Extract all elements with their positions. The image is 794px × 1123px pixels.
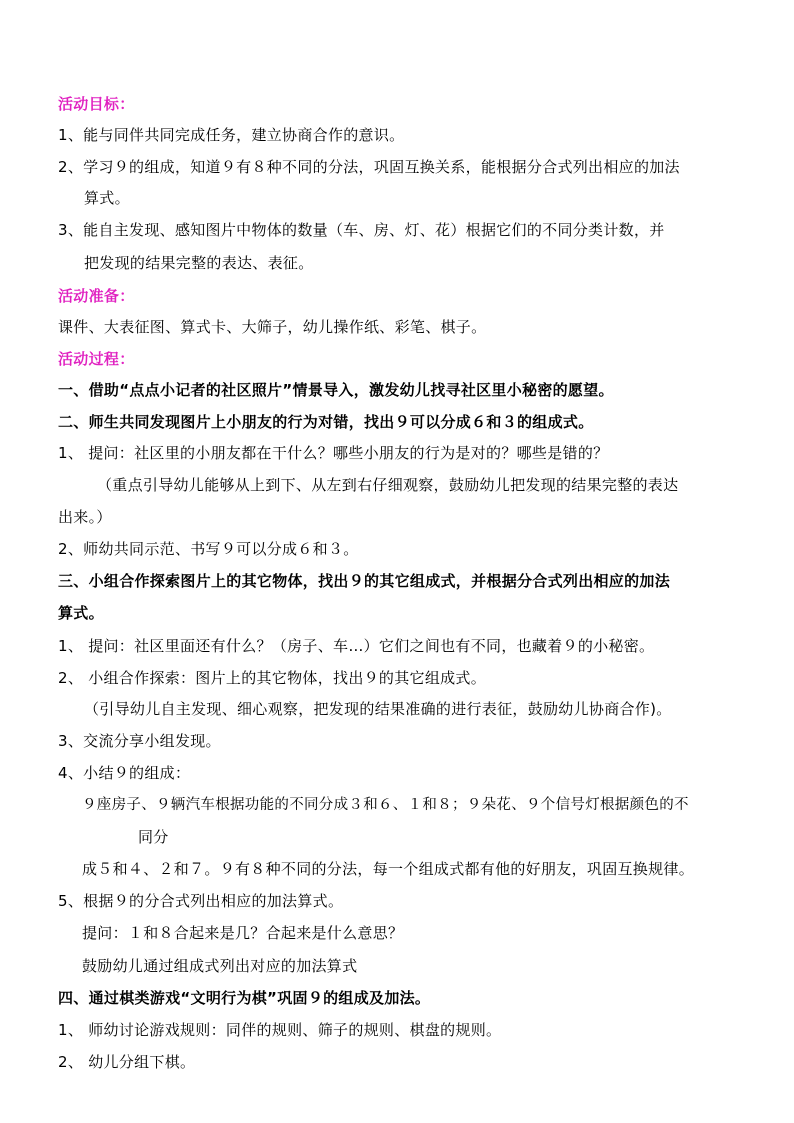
process-step-2: 二、师生共同发现图片上小朋友的行为对错，找出９可以分成６和３的组成式。 <box>58 413 594 431</box>
process-heading: 活动过程： <box>58 350 135 368</box>
process-step-1: 一、借助“点点小记者的社区照片”情景导入，激发幼儿找寻社区里小秘密的愿望。 <box>58 381 614 399</box>
process-step-3-note: （引导幼儿自主发现、细心观察，把发现的结果准确的进行表征，鼓励幼儿协商合作)。 <box>84 700 672 718</box>
process-step-3-summary-wrap: 同分 <box>138 828 169 846</box>
process-step-3: 三、小组合作探索图片上的其它物体，找出９的其它组成式，并根据分合式列出相应的加法 <box>58 572 671 590</box>
process-step-3-item-4: 4、小结９的组成： <box>58 764 191 782</box>
process-step-3-question: 提问：１和８合起来是几？合起来是什么意思？ <box>82 924 404 942</box>
goal-item-3: 3、能自主发现、感知图片中物体的数量（车、房、灯、花）根据它们的不同分类计数，并 <box>58 221 665 239</box>
process-step-4-item-2: 2、 幼儿分组下棋。 <box>58 1053 196 1071</box>
preparation-heading: 活动准备： <box>58 287 135 305</box>
process-step-3-cont: 算式。 <box>58 604 104 622</box>
goal-item-2-cont: 算式。 <box>84 189 130 207</box>
goal-item-3-cont: 把发现的结果完整的表达、表征。 <box>84 254 314 272</box>
goal-item-2: 2、学习９的组成，知道９有８种不同的分法，巩固互换关系，能根据分合式列出相应的加法 <box>58 158 680 176</box>
preparation-items: 课件、大表征图、算式卡、大筛子，幼儿操作纸、彩笔、棋子。 <box>58 318 487 336</box>
process-step-3-summary-cont: 成５和４、２和７。９有８种不同的分法，每一个组成式都有他的好朋友，巩固互换规律。 <box>82 860 695 878</box>
process-step-2-note-cont: 出来。） <box>58 508 112 526</box>
process-step-3-summary: ９座房子、９辆汽车根据功能的不同分成３和６、１和８；９朵花、９个信号灯根据颜色的不 <box>82 797 689 813</box>
process-step-2-note: （重点引导幼儿能够从上到下、从左到右仔细观察，鼓励幼儿把发现的结果完整的表达 <box>97 476 679 494</box>
process-step-3-item-3: 3、交流分享小组发现。 <box>58 732 221 750</box>
goal-item-1: 1、能与同伴共同完成任务，建立协商合作的意识。 <box>58 126 405 144</box>
process-step-3-item-5: 5、根据９的分合式列出相应的加法算式。 <box>58 892 344 910</box>
process-step-3-encourage: 鼓励幼儿通过组成式列出对应的加法算式 <box>82 957 358 975</box>
goals-heading: 活动目标： <box>58 95 135 113</box>
process-step-2-item-1: 1、 提问：社区里的小朋友都在干什么？哪些小朋友的行为是对的？哪些是错的？ <box>58 444 609 462</box>
process-step-4: 四、通过棋类游戏“文明行为棋”巩固９的组成及加法。 <box>58 989 431 1007</box>
process-step-2-item-2: 2、师幼共同示范、书写９可以分成６和３。 <box>58 540 359 558</box>
process-step-4-item-1: 1、 师幼讨论游戏规则：同伴的规则、筛子的规则、棋盘的规则。 <box>58 1021 502 1039</box>
process-step-3-item-2: 2、 小组合作探索：图片上的其它物体，找出９的其它组成式。 <box>58 669 487 687</box>
process-step-3-item-1: 1、 提问：社区里面还有什么？（房子、车…）它们之间也有不同，也藏着９的小秘密。 <box>58 637 655 655</box>
